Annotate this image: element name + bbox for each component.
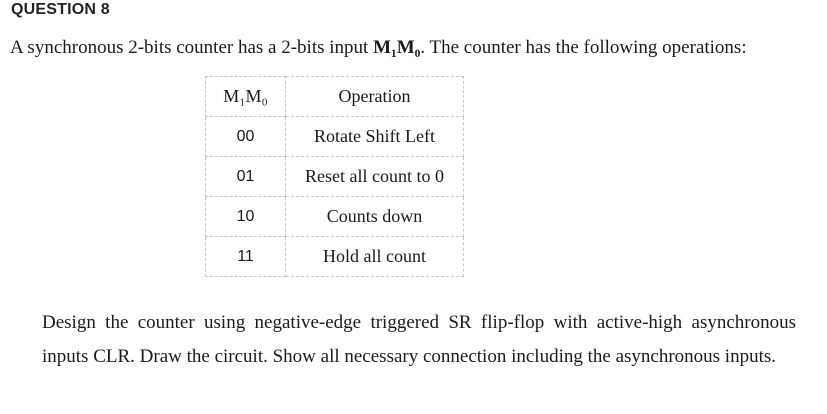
intro-text-before: A synchronous 2-bits counter has a 2-bits input [10,37,374,58]
row-code: 10 [206,197,286,237]
question-title: QUESTION 8 [11,1,110,18]
row-code: 11 [206,237,286,277]
task-paragraph: Design the counter using negative-edge triggered SR flip-flop with active-high asynchronous inputs CLR. Draw the circuit. Show all necessary connection including the asynchronous inputs. [42,312,796,367]
header-operation: Operation [286,77,464,117]
row-operation: Rotate Shift Left [286,117,464,157]
input-name: M₁M₀ [373,37,421,58]
row-code: 00 [206,117,286,157]
intro-paragraph [10,37,747,59]
header-input: M₁M₀ [206,77,286,117]
table-row [206,117,464,157]
table-row [206,237,464,277]
intro-text-after: . The counter has the following operations: [420,37,747,58]
table-row [206,197,464,237]
row-operation: Counts down [286,197,464,237]
operations-table [205,76,464,277]
row-operation: Hold all count [286,237,464,277]
row-operation: Reset all count to 0 [286,157,464,197]
table-header-row [206,77,464,117]
row-code: 01 [206,157,286,197]
table-row [206,157,464,197]
